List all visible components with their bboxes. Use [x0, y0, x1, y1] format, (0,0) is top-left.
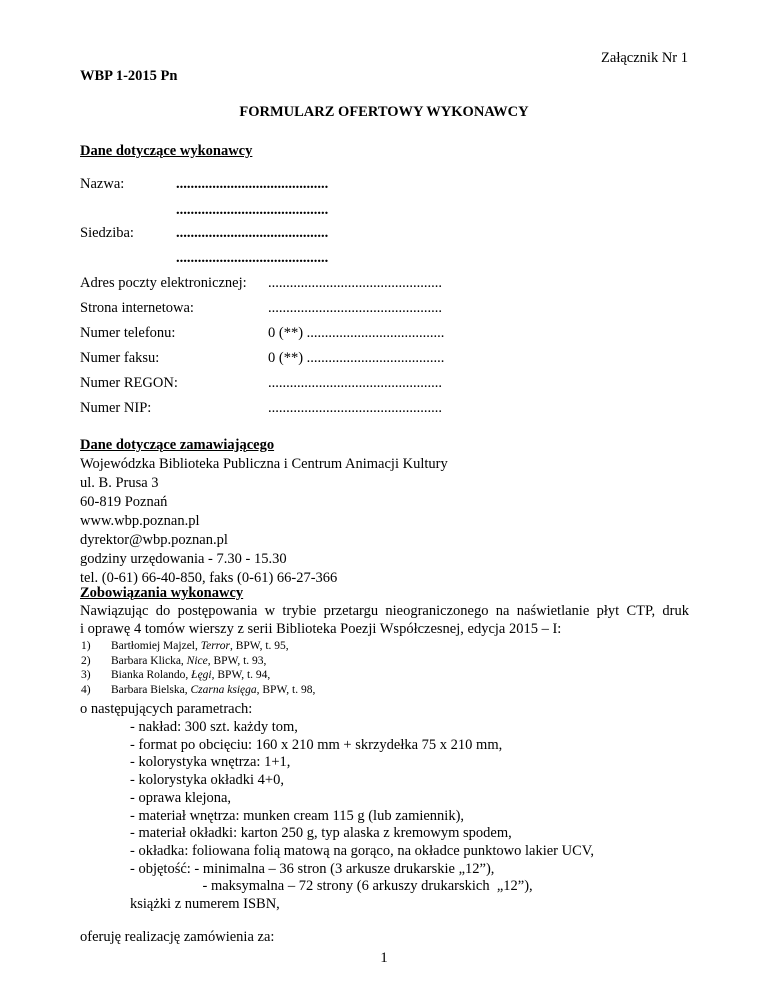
nip-field: ................................................ [268, 400, 442, 416]
books-list [81, 639, 315, 697]
website-label: Strona internetowa: [80, 300, 194, 316]
email-field: ................................................ [268, 275, 442, 291]
list-item: - materiał okładki: karton 250 g, typ alaska z kremowym spodem, [130, 825, 512, 842]
website-field: ................................................ [268, 300, 442, 316]
list-item: - maksymalna – 72 strony (6 arkuszy drukarskich „12”), [130, 878, 533, 895]
seat-line-1: .......................................... [176, 225, 329, 241]
obligations-intro-line-2: i oprawę 4 tomów wierszy z serii Biblioteka Poezji Współczesnej, edycja 2015 – I: [80, 621, 562, 637]
client-street: ul. B. Prusa 3 [80, 475, 159, 491]
fax-label: Numer faksu: [80, 350, 160, 366]
list-item: książki z numerem ISBN, [130, 896, 280, 913]
list-item: - okładka: foliowana folią matową na gorąco, na okładce punktowo lakier UCV, [130, 842, 594, 859]
page-number: 1 [380, 950, 388, 966]
list-item: 1) Bartłomiej Majzel, Terror, BPW, t. 95, [81, 640, 289, 652]
attachment-label: Załącznik Nr 1 [601, 50, 688, 66]
client-name: Wojewódzka Biblioteka Publiczna i Centrum Animacji Kultury [80, 456, 448, 472]
list-item: - kolorystyka wnętrza: 1+1, [130, 754, 291, 771]
obligations-heading: Zobowiązania wykonawcy [80, 585, 244, 601]
phone-field: 0 (**) ...................................... [268, 325, 445, 341]
client-address [80, 455, 448, 588]
list-item: 4) Barbara Bielska, Czarna księga, BPW, t. 98, [81, 683, 316, 696]
params-intro: o następujących parametrach: [80, 701, 253, 717]
fax-field: 0 (**) ...................................... [268, 350, 445, 366]
seat-label: Siedziba: [80, 225, 134, 241]
params-list [130, 719, 594, 914]
client-heading: Dane dotyczące zamawiającego [80, 437, 275, 453]
seat-line-2: .......................................... [176, 250, 329, 266]
client-email: dyrektor@wbp.poznan.pl [80, 532, 228, 548]
list-item: - objętość: - minimalna – 36 stron (3 arkusze drukarskie „12”), [130, 860, 495, 877]
phone-label: Numer telefonu: [80, 325, 176, 341]
client-phone-fax: tel. (0-61) 66-40-850, faks (0-61) 66-27-366 [80, 570, 338, 586]
client-postal-city: 60-819 Poznań [80, 494, 168, 510]
obligations-intro-line-1: Nawiązując do postępowania w trybie przetargu nieograniczonego na naświetlanie płyt CTP, druk [80, 603, 689, 619]
list-item: - materiał wnętrza: munken cream 115 g (lub zamiennik), [130, 807, 465, 824]
name-line-2: .......................................... [176, 202, 329, 218]
regon-label: Numer REGON: [80, 375, 178, 391]
regon-field: ................................................ [268, 375, 442, 391]
name-label: Nazwa: [80, 176, 125, 192]
name-line-1: .......................................... [176, 176, 329, 192]
list-item: 3) Bianka Rolando, Łęgi, BPW, t. 94, [81, 669, 271, 681]
list-item: - kolorystyka okładki 4+0, [130, 772, 284, 789]
reference-number: WBP 1-2015 Pn [80, 68, 178, 84]
client-website: www.wbp.poznan.pl [80, 513, 200, 529]
client-hours: godziny urzędowania - 7.30 - 15.30 [80, 551, 287, 567]
list-item: 2) Barbara Klicka, Nice, BPW, t. 93, [81, 654, 267, 667]
nip-label: Numer NIP: [80, 400, 152, 416]
list-item: - nakład: 300 szt. każdy tom, [130, 719, 298, 735]
list-item: - format po obcięciu: 160 x 210 mm + skrzydełka 75 x 210 mm, [130, 736, 503, 753]
email-label: Adres poczty elektronicznej: [80, 275, 247, 291]
offer-line: oferuję realizację zamówienia za: [80, 929, 275, 945]
contractor-heading: Dane dotyczące wykonawcy [80, 143, 253, 159]
form-title: FORMULARZ OFERTOWY WYKONAWCY [239, 104, 529, 120]
list-item: - oprawa klejona, [130, 789, 232, 806]
